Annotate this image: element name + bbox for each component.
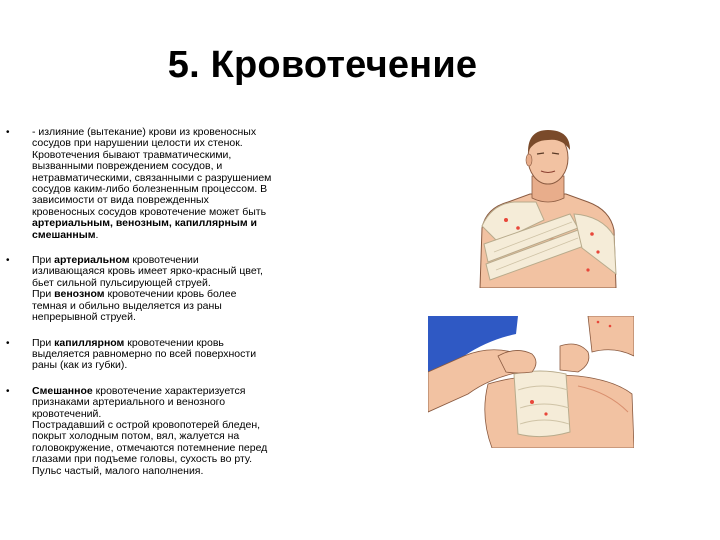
text-segment: кровотечении кровь более темная и обильно выделяется из раны непрерывной струей.: [32, 288, 237, 324]
text-segment: При: [32, 336, 55, 349]
bullet-item: [0, 255, 420, 323]
bandaging-arm-illustration: [428, 316, 634, 448]
bullet-text: [32, 127, 307, 241]
text-segment: кровотечении кровь выделяется равномерно по всей поверхности раны (как из губки).: [32, 336, 257, 372]
bullet-marker: •: [6, 255, 10, 267]
text-segment: - излияние (вытекание) крови из кровеносных сосудов при нарушении целости их стенок. Кровотечения бывают травматическими, вызванными повреждением сосудов, и нетравматическими, связанными с разрушением сосудов каким-либо болезненным процессом. В зависимости от вида поврежденных кровеносных сосудов кровотечение может быть: [32, 126, 272, 218]
bullet-list: [0, 127, 420, 491]
bandaged-shoulder-illustration: [474, 124, 620, 288]
text-segment: При: [32, 254, 55, 267]
text-segment: кровотечении изливающаяся кровь имеет ярко-красный цвет, бьет сильной пульсирующей струей. При: [32, 254, 263, 301]
bullet-text: [32, 255, 307, 323]
bullet-item: [0, 338, 420, 372]
bullet-text: [32, 386, 307, 477]
text-segment-bold: Смешанное: [32, 384, 93, 397]
text-segment-bold: венозном: [54, 288, 105, 301]
bullet-marker: •: [6, 127, 10, 138]
bullet-text: [32, 338, 307, 372]
text-segment-bold: артериальным, венозным, капиллярным и смешанным: [32, 217, 257, 241]
bullet-item: [0, 127, 420, 241]
text-segment: .: [95, 228, 99, 241]
text-segment: кровотечение характеризуется признаками артериального и венозного кровотечений. Пострадавший с острой кровопотерей бледен, покрыт холодным потом, вял, жалуется на головокружение, отмечаются потемнение перед глазами при подъеме головы, сухость во рту. Пульс частый, малого наполнения.: [32, 384, 268, 477]
bullet-marker: •: [6, 385, 10, 397]
bullet-marker: •: [6, 337, 10, 349]
text-segment-bold: артериальном: [54, 254, 130, 267]
text-segment-bold: капиллярном: [54, 336, 125, 349]
bullet-item: [0, 386, 420, 477]
slide-title: 5. Кровотечение: [167, 44, 478, 86]
